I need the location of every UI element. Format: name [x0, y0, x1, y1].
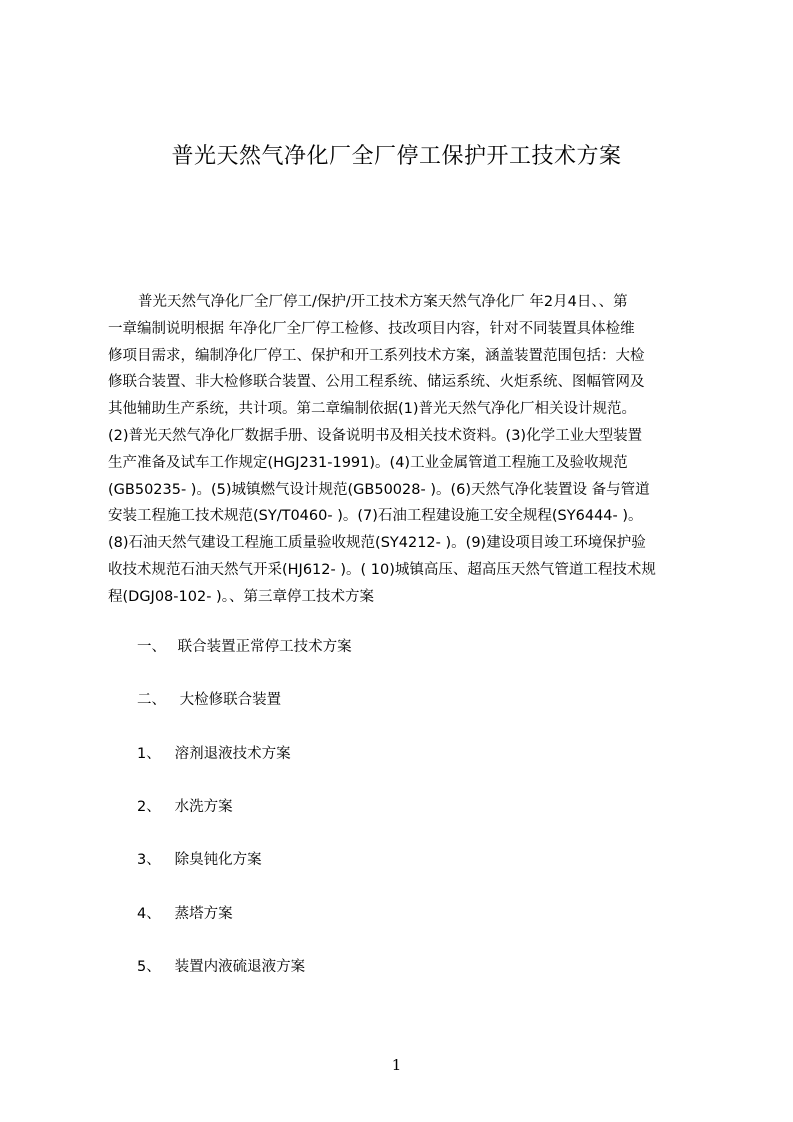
body-paragraph — [108, 289, 700, 611]
item-text: 水洗方案 — [174, 799, 233, 815]
item-text: 蒸塔方案 — [174, 906, 233, 922]
item-number: 1、 — [137, 746, 161, 762]
paragraph-line: (8)石油天然气建设工程施工质量验收规范(SY4212- )。(9)建设项目竣工环境保护验 — [108, 535, 646, 552]
paragraph-line: 安装工程施工技术规范(SY/T0460- )。(7)石油工程建设施工安全规程(SY6444- )。 — [108, 508, 643, 525]
item-number: 4、 — [137, 906, 161, 922]
list-item — [137, 904, 233, 924]
paragraph-line: 修联合装置、非大检修联合装置、公用工程系统、储运系统、火炬系统、图幅管网及 — [108, 374, 645, 391]
section-heading-1 — [137, 637, 352, 657]
paragraph-line: (GB50235- )。(5)城镇燃气设计规范(GB50028- )。(6)天然气净化装置设 备与管道 — [108, 481, 650, 498]
paragraph-line: 普光天然气净化厂全厂停工/保护/开工技术方案天然气净化厂 年2月4日、、第 — [138, 294, 628, 310]
paragraph-line: 一章编制说明根据 年净化厂全厂停工检修、技改项目内容，针对不同装置具体检维 — [108, 320, 635, 337]
paragraph-line: 程(DGJ08-102- )。、第三章停工技术方案 — [108, 588, 374, 605]
paragraph-line: (2)普光天然气净化厂数据手册、设备说明书及相关技术资料。(3)化学工业大型装置 — [108, 427, 643, 444]
paragraph-line: 其他辅助生产系统，共计项。第二章编制依据(1)普光天然气净化厂相关设计规范。 — [108, 401, 637, 418]
list-item — [137, 850, 262, 870]
section-heading-2 — [137, 690, 281, 710]
item-number: 2、 — [137, 799, 161, 815]
document-title: 普光天然气净化厂全厂停工保护开工技术方案 — [171, 144, 622, 169]
list-item — [137, 797, 233, 817]
section-text: 大检修联合装置 — [179, 692, 282, 708]
item-text: 除臭钝化方案 — [174, 852, 262, 868]
paragraph-line: 收技术规范石油天然气开采(HJ612- )。( 10)城镇高压、超高压天然气管道工程技术规 — [108, 561, 656, 578]
list-item — [137, 957, 305, 977]
item-text: 装置内液硫退液方案 — [174, 959, 306, 975]
page-number: 1 — [391, 1056, 402, 1074]
section-number: 一、 — [137, 639, 166, 655]
list-item — [137, 744, 291, 764]
paragraph-line: 生产准备及试车工作规定(HGJ231-1991)。(4)工业金属管道工程施工及验收规范 — [108, 454, 628, 471]
item-number: 3、 — [137, 852, 161, 868]
paragraph-line: 修项目需求，编制净化厂停工、保护和开工系列技术方案，涵盖装置范围包括：大检 — [108, 347, 645, 364]
item-number: 5、 — [137, 959, 161, 975]
section-number: 二、 — [137, 692, 166, 708]
item-text: 溶剂退液技术方案 — [174, 746, 291, 762]
section-text: 联合装置正常停工技术方案 — [177, 639, 352, 655]
